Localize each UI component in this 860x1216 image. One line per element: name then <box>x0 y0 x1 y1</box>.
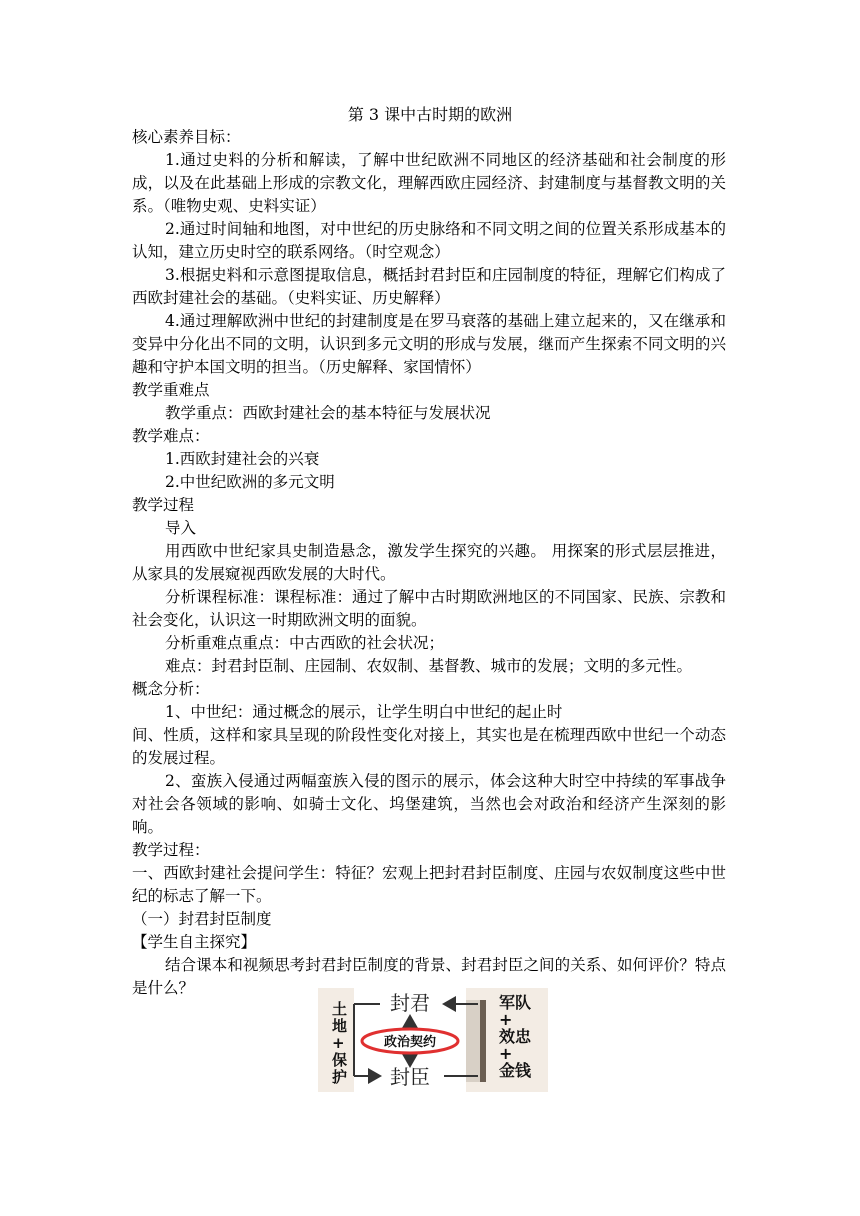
lesson-body <box>132 126 726 1000</box>
paragraph: 概念分析： <box>132 680 210 698</box>
diagram-top-label: 封君 <box>390 991 430 1015</box>
paragraph: （一）封君封臣制度 <box>132 910 272 928</box>
right-segment: 军队 <box>499 993 532 1012</box>
paragraph: 导入 <box>165 519 197 537</box>
diagram-bottom-label: 封臣 <box>390 1065 430 1089</box>
paragraph: 3.根据史料和示意图提取信息，概括封君封臣和庄园制度的特征，理解它们构成了西欧封建社会的基础。（史料实证、历史解释） <box>132 266 726 307</box>
paragraph: 1.通过史料的分析和解读，了解中世纪欧洲不同地区的经济基础和社会制度的形成，以及在此基础上形成的宗教文化，理解西欧庄园经济、封建制度与基督教文明的关系。（唯物史观、史料实证） <box>132 151 726 215</box>
paragraph: 2.中世纪欧洲的多元文明 <box>165 473 335 491</box>
right-segment: + <box>499 1044 513 1063</box>
right-segment: + <box>499 1010 513 1029</box>
left-segment: 保 <box>332 1051 348 1069</box>
contract-label: 政治契约 <box>383 1035 437 1050</box>
paragraph: 间、性质，这样和家具呈现的阶段性变化对接上，其实也是在梳理西欧中世纪一个动态的发展过程。 <box>132 726 726 767</box>
paragraph: 1、中世纪：通过概念的展示，让学生明白中世纪的起止时 <box>165 703 563 721</box>
paragraph: 【学生自主探究】 <box>132 933 257 951</box>
diagram-right-label <box>499 993 532 1080</box>
paragraph: 分析重难点重点：中古西欧的社会状况； <box>165 634 445 652</box>
left-segment: 地 <box>332 1017 348 1035</box>
paragraph: 教学重点：西欧封建社会的基本特征与发展状况 <box>165 404 491 422</box>
paragraph: 难点：封君封臣制、庄园制、农奴制、基督教、城市的发展；文明的多元性。 <box>165 657 693 675</box>
paragraph: 用西欧中世纪家具史制造悬念，激发学生探究的兴趣。 用探案的形式层层推进，从家具的发展窥视西欧发展的大时代。 <box>132 542 726 583</box>
paragraph: 教学过程： <box>132 841 210 859</box>
paragraph: 教学过程 <box>132 496 195 514</box>
left-segment: 土 <box>332 1000 348 1018</box>
paragraph: 1.西欧封建社会的兴衰 <box>165 450 320 468</box>
paragraph: 4.通过理解欧洲中世纪的封建制度是在罗马衰落的基础上建立起来的，又在继承和变异中分化出不同的文明，认识到多元文明的形成与发展，继而产生探索不同文明的兴趣和守护本国文明的担当。（历史解释、家国情怀） <box>132 312 726 376</box>
diagram-divider-shadow <box>480 1000 486 1082</box>
paragraph: 2、蛮族入侵通过两幅蛮族入侵的图示的展示，体会这种大时空中持续的军事战争对社会各领域的影响、如骑士文化、坞堡建筑，当然也会对政治和经济产生深刻的影响。 <box>132 772 726 836</box>
paragraph: 2.通过时间轴和地图，对中世纪的历史脉络和不同文明之间的位置关系形成基本的认知，建立历史时空的联系网络。（时空观念） <box>132 220 726 261</box>
right-segment: 金钱 <box>499 1061 532 1080</box>
right-segment: 效忠 <box>499 1027 532 1046</box>
paragraph: 核心素养目标： <box>132 128 241 146</box>
paragraph: 教学重难点 <box>132 381 210 399</box>
lesson-title: 第 3 课中古时期的欧洲 <box>347 105 513 124</box>
paragraph: 一、西欧封建社会提问学生：特征？宏观上把封君封臣制度、庄园与农奴制度这些中世纪的标志了解一下。 <box>132 864 726 905</box>
paragraph: 教学难点： <box>132 427 210 445</box>
left-segment: 护 <box>332 1068 348 1086</box>
feudal-relationship-diagram <box>318 988 548 1092</box>
left-segment: + <box>332 1034 345 1052</box>
paragraph: 分析课程标准：课程标准：通过了解中古时期欧洲地区的不同国家、民族、宗教和社会变化，认识这一时期欧洲文明的面貌。 <box>132 588 726 629</box>
paragraph: 结合课本和视频思考封君封臣制度的背景、封君封臣之间的关系、如何评价？特点是什么？ <box>132 956 726 997</box>
